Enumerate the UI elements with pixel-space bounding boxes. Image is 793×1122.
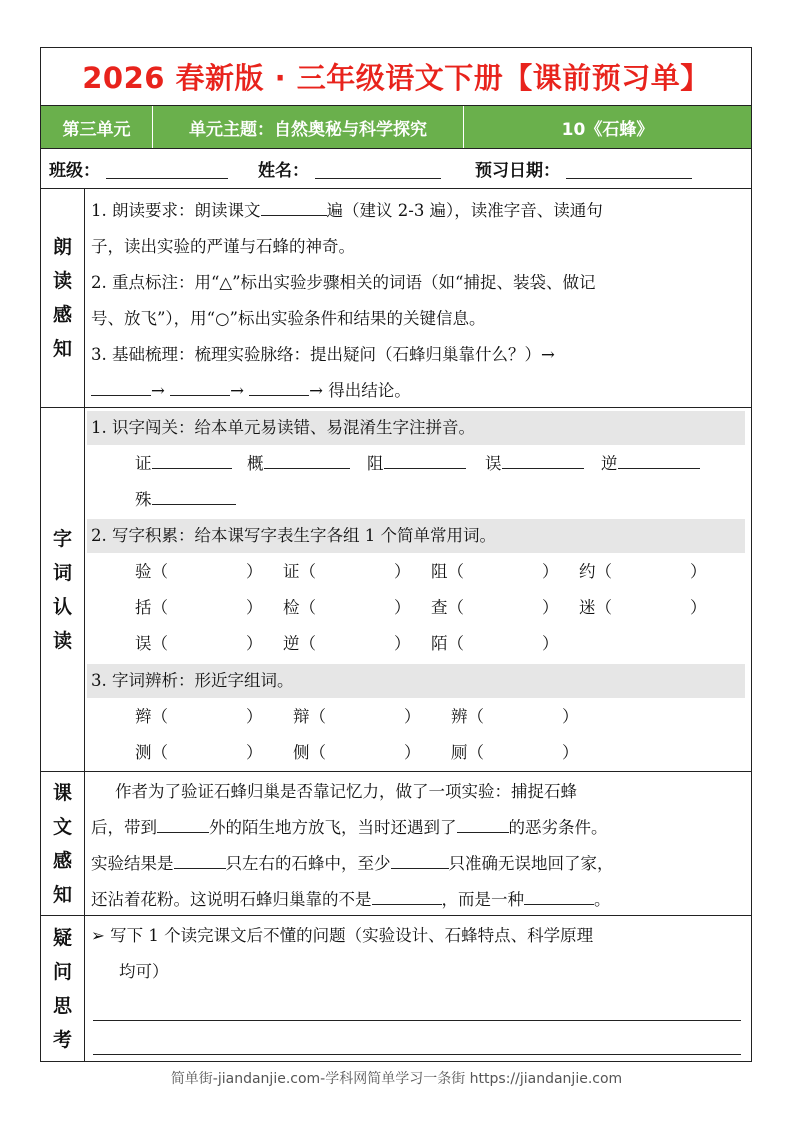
word-item: 查（ ）	[431, 598, 559, 617]
word-item: 迷（ ）	[579, 598, 707, 617]
arrow: →	[230, 381, 244, 400]
question-prompt: 写下 1 个读完课文后不懂的问题（实验设计、石蜂特点、科学原理	[110, 926, 594, 945]
section-question	[41, 916, 751, 1062]
text-blank-6[interactable]	[524, 886, 594, 905]
reading-req-b: 遍（建议 2-3 遍），读准字音、读通句	[326, 201, 603, 220]
word-task: 2. 写字积累：给本课写字表生字各组 1 个简单常用词。	[91, 526, 496, 545]
mark-req-a: 2. 重点标注：用“△”标出实验步骤相关的词语（如“捕捉、装袋、做记	[91, 273, 596, 292]
outline-blank-1[interactable]	[91, 377, 151, 396]
word-item: 辩（ ）	[293, 707, 421, 726]
pinyin-blank[interactable]	[502, 450, 584, 469]
word-item: 辫（ ）	[135, 707, 263, 726]
question-prompt-cont: 均可）	[119, 962, 169, 981]
section-words: 字 词 认 读 1. 识字闯关：给本单元易读错、易混淆生字注拼音。 证 概 阻 误 逆 殊 2. 写字积累：给本课写字表生字各组 1 个简单常用词。 验（ ） 证（ ） 阻（ ） 约（ ） 括（ ） 检（ ） 查（ ） 迷（ ） 误（ ） 逆（ ） 陌（ ） 3. 字词辨析：形近字组词。 辫（ ） 辩（ ） 辨（ ） 测（ ） 侧（ ） 厕（ ）	[41, 408, 751, 772]
text-line-1: 作者为了验证石蜂归巢是否靠记忆力，做了一项实验：捕捉石蜂	[115, 782, 577, 801]
word-item: 证（ ）	[283, 562, 411, 581]
page-title: 2026 春新版 · 三年级语文下册【课前预习单】	[41, 48, 751, 106]
word-item: 厕（ ）	[451, 743, 579, 762]
section-text-label: 课 文 感 知	[41, 772, 85, 915]
worksheet	[40, 47, 752, 1062]
text-blank-4[interactable]	[391, 850, 449, 869]
section-reading-label: 朗 读 感 知	[41, 189, 85, 407]
conclusion: → 得出结论。	[309, 381, 411, 400]
section-text: 课 文 感 知 作者为了验证石蜂归巢是否靠记忆力，做了一项实验：捕捉石蜂 后，带到 外的陌生地方放飞，当时还遇到了 的恶劣条件。 实验结果是 只左右的石蜂中，至少 只准确无误地回了家， 还沾着花粉。这说明石蜂归巢靠的不是 ，而是一种 。	[41, 772, 751, 916]
answer-line-1[interactable]	[93, 1020, 741, 1021]
pinyin-blank[interactable]	[384, 450, 466, 469]
word-item: 验（ ）	[135, 562, 263, 581]
name-field[interactable]	[315, 158, 441, 179]
word-item: 检（ ）	[283, 598, 411, 617]
pinyin-blank[interactable]	[152, 450, 232, 469]
answer-line-2[interactable]	[93, 1054, 741, 1055]
times-blank[interactable]	[261, 197, 327, 216]
class-label: 班级：	[49, 161, 100, 181]
section-words-label: 字 词 认 读	[41, 408, 85, 771]
reading-req-a: 1. 朗读要求：朗读课文	[91, 201, 261, 220]
distinguish-task: 3. 字词辨析：形近字组词。	[91, 671, 294, 690]
outline-req: 3. 基础梳理：梳理实验脉络：提出疑问（石蜂归巢靠什么？）→	[91, 345, 555, 364]
date-field[interactable]	[566, 158, 692, 179]
word-item: 陌（ ）	[431, 634, 559, 653]
word-item: 辨（ ）	[451, 707, 579, 726]
outline-blank-3[interactable]	[249, 377, 309, 396]
date-label: 预习日期：	[475, 161, 560, 181]
pinyin-blank[interactable]	[264, 450, 350, 469]
word-item: 测（ ）	[135, 743, 263, 762]
text-blank-1[interactable]	[157, 814, 209, 833]
student-info	[41, 149, 751, 189]
section-reading	[41, 189, 751, 408]
arrow: →	[151, 381, 165, 400]
unit-bar	[41, 106, 751, 149]
word-item: 逆（ ）	[283, 634, 411, 653]
bullet-icon: ➢	[91, 926, 105, 945]
word-item: 侧（ ）	[293, 743, 421, 762]
name-label: 姓名：	[258, 161, 309, 181]
pinyin-task: 1. 识字闯关：给本单元易读错、易混淆生字注拼音。	[91, 418, 475, 437]
lesson-title: 10《石蜂》	[561, 119, 654, 140]
mark-req-b: 号、放飞”），用“○”标出实验条件和结果的关键信息。	[91, 309, 486, 328]
unit-label: 第三单元	[41, 106, 153, 148]
section-question-label: 疑 问 思 考	[41, 916, 85, 1062]
word-item: 误（ ）	[135, 634, 263, 653]
word-item: 约（ ）	[579, 562, 707, 581]
text-blank-5[interactable]	[372, 886, 442, 905]
class-field[interactable]	[106, 158, 228, 179]
text-blank-3[interactable]	[174, 850, 226, 869]
word-item: 阻（ ）	[431, 562, 559, 581]
pinyin-blank[interactable]	[152, 486, 236, 505]
text-blank-2[interactable]	[457, 814, 509, 833]
word-item: 括（ ）	[135, 598, 263, 617]
unit-theme: 单元主题：自然奥秘与科学探究	[153, 106, 464, 148]
pinyin-blank[interactable]	[618, 450, 700, 469]
reading-req-c: 子，读出实验的严谨与石蜂的神奇。	[91, 237, 355, 256]
footer: 简单街-jiandanjie.com-学科网简单学习一条街 https://jiandanjie.com	[170, 1071, 623, 1087]
outline-blank-2[interactable]	[170, 377, 230, 396]
